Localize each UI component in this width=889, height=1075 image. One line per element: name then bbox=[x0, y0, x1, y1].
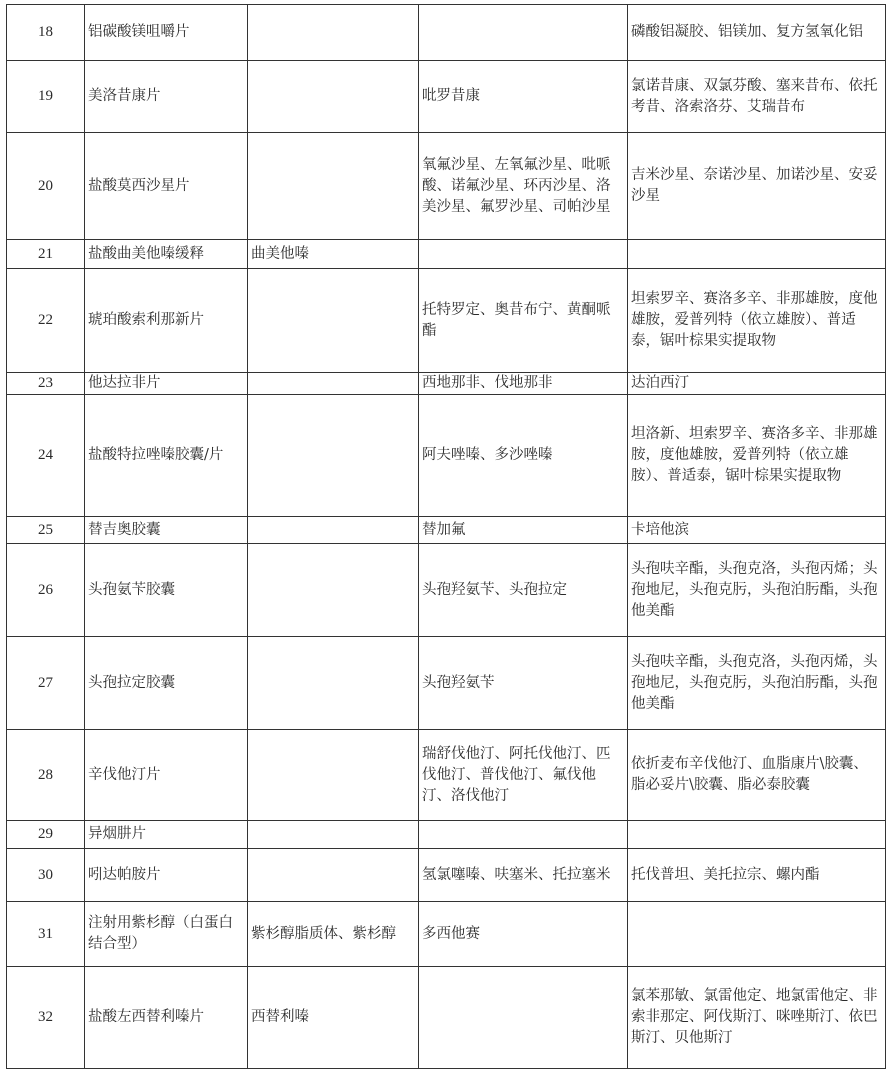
same-class-cell: 头孢羟氨苄、头孢拉定 bbox=[419, 544, 628, 637]
row-number-cell: 30 bbox=[7, 849, 85, 902]
same-ingredient-cell bbox=[248, 517, 419, 544]
row-number-cell: 23 bbox=[7, 373, 85, 395]
same-class-cell: 氢氯噻嗪、呋塞米、托拉塞米 bbox=[419, 849, 628, 902]
table-row bbox=[7, 544, 886, 637]
same-ingredient-cell bbox=[248, 544, 419, 637]
same-class-cell: 西地那非、伐地那非 bbox=[419, 373, 628, 395]
table-row bbox=[7, 373, 886, 395]
same-ingredient-cell bbox=[248, 269, 419, 373]
table-row bbox=[7, 133, 886, 240]
same-class-cell: 瑞舒伐他汀、阿托伐他汀、匹伐他汀、普伐他汀、氟伐他汀、洛伐他汀 bbox=[419, 730, 628, 821]
row-number-cell: 21 bbox=[7, 240, 85, 269]
alternative-drugs-cell bbox=[628, 821, 886, 849]
row-number-cell: 31 bbox=[7, 902, 85, 967]
same-ingredient-cell bbox=[248, 730, 419, 821]
alternative-drugs-cell: 头孢呋辛酯，头孢克洛，头孢丙烯，头孢地尼，头孢克肟，头孢泊肟酯，头孢他美酯 bbox=[628, 637, 886, 730]
alternative-drugs-cell bbox=[628, 902, 886, 967]
table-row bbox=[7, 849, 886, 902]
same-class-cell: 替加氟 bbox=[419, 517, 628, 544]
row-number-cell: 32 bbox=[7, 967, 85, 1069]
table-row bbox=[7, 395, 886, 517]
drug-name-cell: 头孢拉定胶囊 bbox=[85, 637, 248, 730]
row-number-cell: 20 bbox=[7, 133, 85, 240]
table-row bbox=[7, 902, 886, 967]
table-row bbox=[7, 5, 886, 61]
alternative-drugs-cell: 磷酸铝凝胶、铝镁加、复方氢氧化铝 bbox=[628, 5, 886, 61]
same-ingredient-cell bbox=[248, 821, 419, 849]
same-ingredient-cell bbox=[248, 373, 419, 395]
same-class-cell bbox=[419, 240, 628, 269]
row-number-cell: 27 bbox=[7, 637, 85, 730]
drug-name-cell: 注射用紫杉醇（白蛋白结合型） bbox=[85, 902, 248, 967]
same-class-cell: 头孢羟氨苄 bbox=[419, 637, 628, 730]
same-ingredient-cell bbox=[248, 637, 419, 730]
drug-name-cell: 异烟肼片 bbox=[85, 821, 248, 849]
alternative-drugs-cell: 氯苯那敏、氯雷他定、地氯雷他定、非索非那定、阿伐斯汀、咪唑斯汀、依巴斯汀、贝他斯汀 bbox=[628, 967, 886, 1069]
same-class-cell bbox=[419, 821, 628, 849]
table-row bbox=[7, 967, 886, 1069]
row-number-cell: 25 bbox=[7, 517, 85, 544]
drug-name-cell: 辛伐他汀片 bbox=[85, 730, 248, 821]
alternative-drugs-cell: 头孢呋辛酯，头孢克洛，头孢丙烯；头孢地尼，头孢克肟，头孢泊肟酯，头孢他美酯 bbox=[628, 544, 886, 637]
drug-name-cell: 替吉奥胶囊 bbox=[85, 517, 248, 544]
alternative-drugs-cell: 依折麦布辛伐他汀、血脂康片\胶囊、脂必妥片\胶囊、脂必泰胶囊 bbox=[628, 730, 886, 821]
drug-name-cell: 吲达帕胺片 bbox=[85, 849, 248, 902]
drug-name-cell: 盐酸曲美他嗪缓释 bbox=[85, 240, 248, 269]
same-ingredient-cell bbox=[248, 61, 419, 133]
alternative-drugs-cell: 卡培他滨 bbox=[628, 517, 886, 544]
same-class-cell: 氧氟沙星、左氧氟沙星、吡哌酸、诺氟沙星、环丙沙星、洛美沙星、氟罗沙星、司帕沙星 bbox=[419, 133, 628, 240]
row-number-cell: 22 bbox=[7, 269, 85, 373]
row-number-cell: 24 bbox=[7, 395, 85, 517]
alternative-drugs-cell: 坦索罗辛、赛洛多辛、非那雄胺，度他雄胺，爱普列特（依立雄胺）、普适泰，锯叶棕果实提取物 bbox=[628, 269, 886, 373]
drug-table bbox=[6, 4, 886, 1069]
same-ingredient-cell bbox=[248, 5, 419, 61]
same-ingredient-cell bbox=[248, 133, 419, 240]
drug-name-cell: 盐酸特拉唑嗪胶囊/片 bbox=[85, 395, 248, 517]
alternative-drugs-cell: 氯诺昔康、双氯芬酸、塞来昔布、依托考昔、洛索洛芬、艾瑞昔布 bbox=[628, 61, 886, 133]
alternative-drugs-cell bbox=[628, 240, 886, 269]
same-ingredient-cell: 西替利嗪 bbox=[248, 967, 419, 1069]
row-number-cell: 19 bbox=[7, 61, 85, 133]
same-ingredient-cell: 紫杉醇脂质体、紫杉醇 bbox=[248, 902, 419, 967]
table-row bbox=[7, 517, 886, 544]
same-class-cell: 多西他赛 bbox=[419, 902, 628, 967]
drug-name-cell: 美洛昔康片 bbox=[85, 61, 248, 133]
table-row bbox=[7, 240, 886, 269]
same-class-cell: 托特罗定、奥昔布宁、黄酮哌酯 bbox=[419, 269, 628, 373]
drug-name-cell: 琥珀酸索利那新片 bbox=[85, 269, 248, 373]
row-number-cell: 18 bbox=[7, 5, 85, 61]
row-number-cell: 29 bbox=[7, 821, 85, 849]
alternative-drugs-cell: 达泊西汀 bbox=[628, 373, 886, 395]
same-class-cell bbox=[419, 5, 628, 61]
same-ingredient-cell bbox=[248, 849, 419, 902]
row-number-cell: 26 bbox=[7, 544, 85, 637]
table-row bbox=[7, 269, 886, 373]
same-ingredient-cell bbox=[248, 395, 419, 517]
same-class-cell: 阿夫唑嗪、多沙唑嗪 bbox=[419, 395, 628, 517]
alternative-drugs-cell: 坦洛新、坦索罗辛、赛洛多辛、非那雄胺，度他雄胺，爱普列特（依立雄胺）、普适泰，锯叶棕果实提取物 bbox=[628, 395, 886, 517]
drug-name-cell: 头孢氨苄胶囊 bbox=[85, 544, 248, 637]
alternative-drugs-cell: 吉米沙星、奈诺沙星、加诺沙星、安妥沙星 bbox=[628, 133, 886, 240]
same-class-cell: 吡罗昔康 bbox=[419, 61, 628, 133]
drug-name-cell: 他达拉非片 bbox=[85, 373, 248, 395]
row-number-cell: 28 bbox=[7, 730, 85, 821]
drug-name-cell: 盐酸莫西沙星片 bbox=[85, 133, 248, 240]
drug-name-cell: 铝碳酸镁咀嚼片 bbox=[85, 5, 248, 61]
alternative-drugs-cell: 托伐普坦、美托拉宗、螺内酯 bbox=[628, 849, 886, 902]
table-row bbox=[7, 637, 886, 730]
drug-name-cell: 盐酸左西替利嗪片 bbox=[85, 967, 248, 1069]
table-row bbox=[7, 730, 886, 821]
table-row bbox=[7, 61, 886, 133]
same-class-cell bbox=[419, 967, 628, 1069]
table-row bbox=[7, 821, 886, 849]
same-ingredient-cell: 曲美他嗪 bbox=[248, 240, 419, 269]
